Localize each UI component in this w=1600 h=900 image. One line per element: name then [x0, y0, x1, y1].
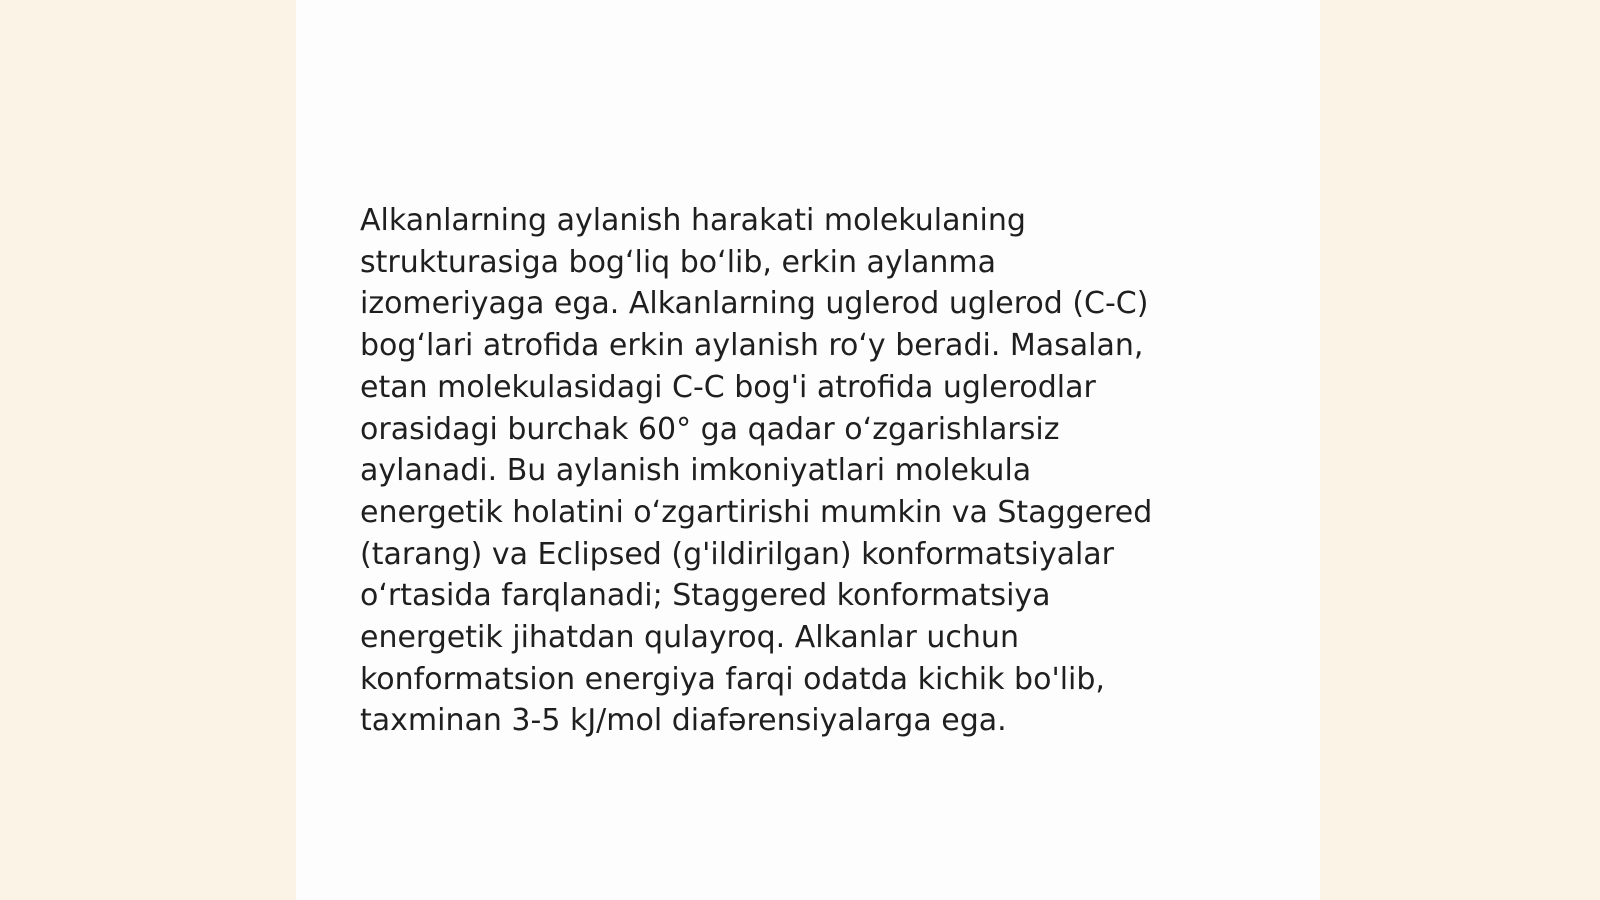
slide-body-text: Alkanlarning aylanish harakati molekulaning strukturasiga bog‘liq bo‘lib, erkin aylanma izomeriyaga ega. Alkanlarning uglerod uglerod (C-C) bog‘lari atrofida erkin aylanish ro‘y beradi. Masalan, etan molekulasidagi C-C bog'i atrofida uglerodlar orasidagi burchak 60° ga qadar o‘zgarishlarsiz aylanadi. Bu aylanish imkoniyatlari molekula energetik holatini o‘zgartirishi mumkin va Staggered (tarang) va Eclipsed (g'ildirilgan) konformatsiyalar o‘rtasida farqlanadi; Staggered konformatsiya energetik jihatdan qulayroq. Alkanlar uchun konformatsion energiya farqi odatda kichik bo'lib, taxminan 3-5 kJ/mol diafərensiyalarga ega. — [360, 203, 1153, 739]
slide-page — [296, 0, 1320, 900]
